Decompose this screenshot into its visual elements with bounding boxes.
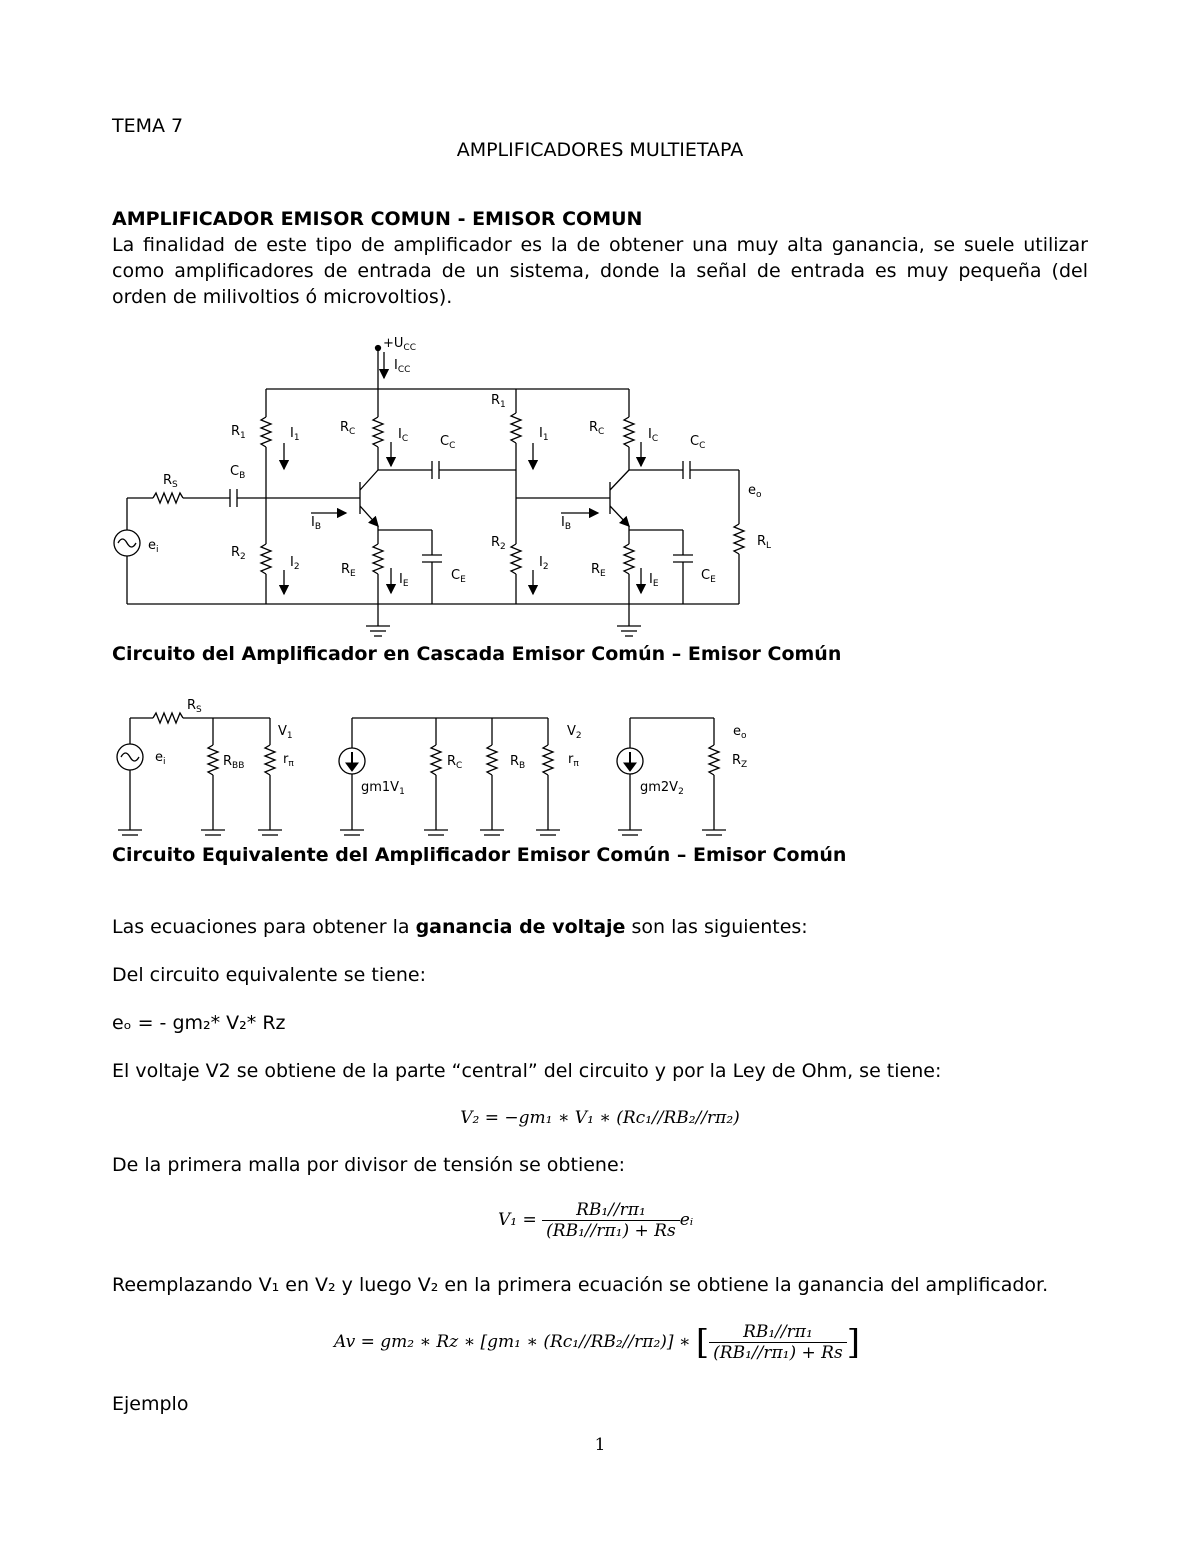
i2-label: $I_2$	[539, 555, 549, 572]
rl-label: $R_L$	[757, 534, 772, 551]
r2-label: $R_2$	[231, 545, 246, 562]
rpi1-label: $r_\pi$	[283, 752, 294, 769]
intro-line: La finalidad de este tipo de amplificador es la de obtener una muy alta ganancia, se suele utilizar	[112, 234, 1088, 256]
rpi2-label: $r_\pi$	[568, 752, 579, 769]
ic-label: $I_C$	[648, 427, 659, 444]
eo-label: $e_o$	[748, 483, 762, 500]
ei-label: $e_i$	[148, 538, 159, 555]
eq-rb-label: $R_B$	[510, 754, 526, 771]
cb-label: $C_B$	[230, 464, 246, 481]
v1-label: $V_1$	[278, 724, 293, 741]
cascade-circuit-diagram	[0, 330, 800, 645]
v1-formula: V₁ = $\frac{\text{RB₁//rπ₁}}{\text{(RB₁//rπ₁) + Rs}}$ eᵢ	[498, 1200, 694, 1241]
cc-label: $C_C$	[690, 434, 706, 451]
ce-label: $C_E$	[451, 568, 466, 585]
av-formula: Av = gm₂ ∗ Rz ∗ [gm₁ ∗ (Rc₁//RB₂//rπ₂)] ∗ [ $\frac{\text{RB₁//rπ₁}}{\text{(RB₁//rπ₁) + Rs}}$ ]	[334, 1322, 860, 1363]
ie-label: $I_E$	[399, 572, 409, 589]
eq-rc-label: $R_C$	[447, 754, 463, 771]
eq-rs-label: $R_S$	[187, 698, 202, 715]
intro-line: orden de milivoltios ó microvoltios).	[112, 286, 453, 308]
ce-label: $C_E$	[701, 568, 716, 585]
re-label: $R_E$	[341, 562, 356, 579]
rc-label: $R_C$	[340, 420, 356, 437]
v1-explanation: De la primera malla por divisor de tensión se obtiene:	[112, 1154, 626, 1176]
eq-ei-label: $e_i$	[155, 750, 166, 767]
v2-label: $V_2$	[567, 724, 582, 741]
equivalent-circuit-diagram	[0, 695, 800, 840]
replace-explanation: Reemplazando V₁ en V₂ y luego V₂ en la primera ecuación se obtiene la ganancia del amplificador.	[112, 1274, 1049, 1296]
supply-label: $+U_{CC}$	[383, 336, 416, 353]
v2-explanation: El voltaje V2 se obtiene de la parte “central” del circuito y por la Ley de Ohm, se tiene:	[112, 1060, 942, 1082]
av-fraction: $\frac{\text{RB₁//rπ₁}}{\text{(RB₁//rπ₁) + Rs}}$	[709, 1322, 847, 1363]
r1-label: $R_1$	[231, 424, 246, 441]
intro-paragraph	[112, 232, 1088, 310]
page-title: AMPLIFICADORES MULTIETAPA	[456, 139, 744, 161]
equivalent-line: Del circuito equivalente se tiene:	[112, 964, 426, 986]
r2-label: $R_2$	[491, 535, 506, 552]
i2-label: $I_2$	[290, 555, 300, 572]
equations-intro: Las ecuaciones para obtener la ganancia de voltaje son las siguientes:	[112, 916, 808, 938]
gm1-label: $gm1V_1$	[361, 780, 405, 797]
r1-label: $R_1$	[491, 393, 506, 410]
cc-label: $C_C$	[440, 434, 456, 451]
page-number: 1	[594, 1435, 606, 1455]
eq-eo-label: $e_o$	[733, 724, 747, 741]
ib-label: $I_B$	[561, 515, 572, 532]
supply-current-label: $I_{CC}$	[394, 358, 411, 375]
tema-label: TEMA 7	[112, 115, 184, 137]
eo-equation: eₒ = - gm₂* V₂* Rz	[112, 1012, 286, 1034]
re-label: $R_E$	[591, 562, 606, 579]
section-heading: AMPLIFICADOR EMISOR COMUN - EMISOR COMUN	[112, 208, 643, 230]
v1-fraction: $\frac{\text{RB₁//rπ₁}}{\text{(RB₁//rπ₁) + Rs}}$	[542, 1200, 680, 1241]
gm2-label: $gm2V_2$	[640, 780, 684, 797]
circuit2-caption: Circuito Equivalente del Amplificador Emisor Común – Emisor Común	[112, 844, 847, 866]
rs-label: $R_S$	[163, 473, 178, 490]
circuit1-caption: Circuito del Amplificador en Cascada Emisor Común – Emisor Común	[112, 643, 842, 665]
emphasis-text: ganancia de voltaje	[415, 916, 626, 938]
ic-label: $I_C$	[398, 427, 409, 444]
ejemplo-label: Ejemplo	[112, 1393, 189, 1415]
rz-label: $R_Z$	[732, 753, 748, 770]
ie-label: $I_E$	[649, 572, 659, 589]
ib-label: $I_B$	[311, 515, 322, 532]
rbb-label: $R_{BB}$	[223, 754, 245, 771]
rc-label: $R_C$	[589, 420, 605, 437]
i1-label: $I_1$	[290, 426, 300, 443]
intro-line: como amplificadores de entrada de un sistema, donde la señal de entrada es muy pequeña (del	[112, 260, 1088, 282]
v2-formula: V₂ = −gm₁ ∗ V₁ ∗ (Rc₁//RB₂//rπ₂)	[460, 1108, 740, 1128]
i1-label: $I_1$	[539, 426, 549, 443]
